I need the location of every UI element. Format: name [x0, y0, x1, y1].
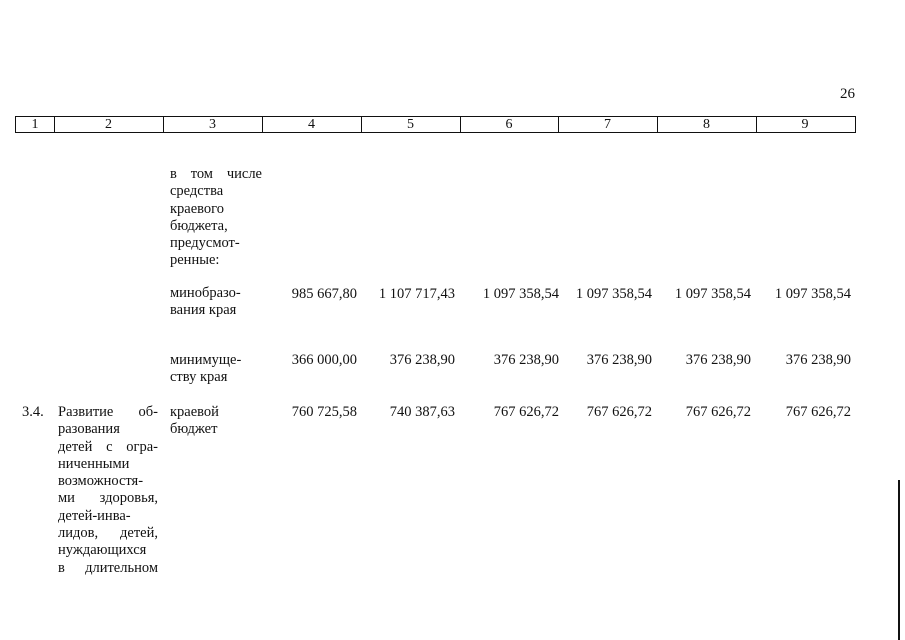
header-col-2: 2 — [105, 117, 112, 132]
row-description — [58, 404, 158, 577]
note-line: ренные: — [170, 252, 220, 269]
header-col-7: 7 — [604, 117, 611, 132]
table-cell-value: 767 626,72 — [586, 404, 652, 420]
header-col-5: 5 — [407, 117, 414, 132]
label-line: краевой — [170, 404, 219, 420]
description-line: ми здоровья, — [58, 490, 158, 507]
table-cell-value: 985 667,80 — [291, 286, 357, 302]
table-cell-value: 1 097 358,54 — [575, 286, 652, 302]
row-label-property-ministry — [170, 352, 262, 387]
note-line: средства — [170, 183, 224, 200]
note-line: бюджета, — [170, 217, 228, 234]
row-number: 3.4. — [22, 404, 44, 420]
table-cell-value: 376 238,90 — [785, 352, 851, 368]
table-cell-value: 767 626,72 — [685, 404, 751, 420]
description-line: в длительном — [58, 559, 158, 576]
note-line: предусмот- — [170, 235, 240, 252]
funding-note — [170, 166, 262, 270]
scan-edge-line — [898, 480, 900, 640]
label-line: минимуще- — [170, 352, 242, 368]
description-line: Развитие об- — [58, 404, 158, 420]
table-cell-value: 767 626,72 — [785, 404, 851, 420]
header-col-8: 8 — [703, 117, 710, 132]
table-header-row — [15, 116, 856, 133]
note-line: в том числе — [170, 166, 262, 182]
table-cell-value: 376 238,90 — [493, 352, 559, 368]
description-line: детей-инва- — [58, 507, 131, 524]
table-cell-value: 1 097 358,54 — [774, 286, 851, 302]
table-cell-value: 1 097 358,54 — [674, 286, 751, 302]
label-line: бюджет — [170, 421, 218, 438]
page-number: 26 — [840, 86, 855, 102]
header-col-6: 6 — [505, 117, 513, 132]
note-line: краевого — [170, 200, 224, 217]
label-line: вания края — [170, 302, 237, 319]
description-line: лидов, детей, — [58, 525, 158, 542]
header-col-3: 3 — [209, 117, 216, 132]
table-cell-value: 760 725,58 — [291, 404, 357, 420]
table-cell-value: 1 097 358,54 — [482, 286, 559, 302]
description-line: нуждающихся — [58, 542, 147, 559]
label-line: ству края — [170, 369, 228, 386]
table-cell-value: 1 107 717,43 — [378, 286, 455, 302]
table-cell-value: 376 238,90 — [685, 352, 751, 368]
header-col-9: 9 — [801, 117, 809, 132]
label-line: минобразо- — [170, 285, 241, 301]
row-label-regional-budget — [170, 404, 262, 439]
description-line: детей с огра- — [58, 438, 158, 455]
table-cell-value: 376 238,90 — [389, 352, 455, 368]
table-cell-value: 740 387,63 — [389, 404, 455, 420]
table-cell-value: 366 000,00 — [291, 352, 357, 368]
table-cell-value: 376 238,90 — [586, 352, 652, 368]
table-cell-value: 767 626,72 — [493, 404, 559, 420]
row-label-education-ministry — [170, 285, 262, 320]
description-line: ниченными — [58, 455, 130, 472]
header-col-4: 4 — [308, 117, 315, 132]
header-col-1: 1 — [31, 117, 39, 132]
description-line: возможностя- — [58, 473, 144, 490]
description-line: разования — [58, 421, 120, 438]
